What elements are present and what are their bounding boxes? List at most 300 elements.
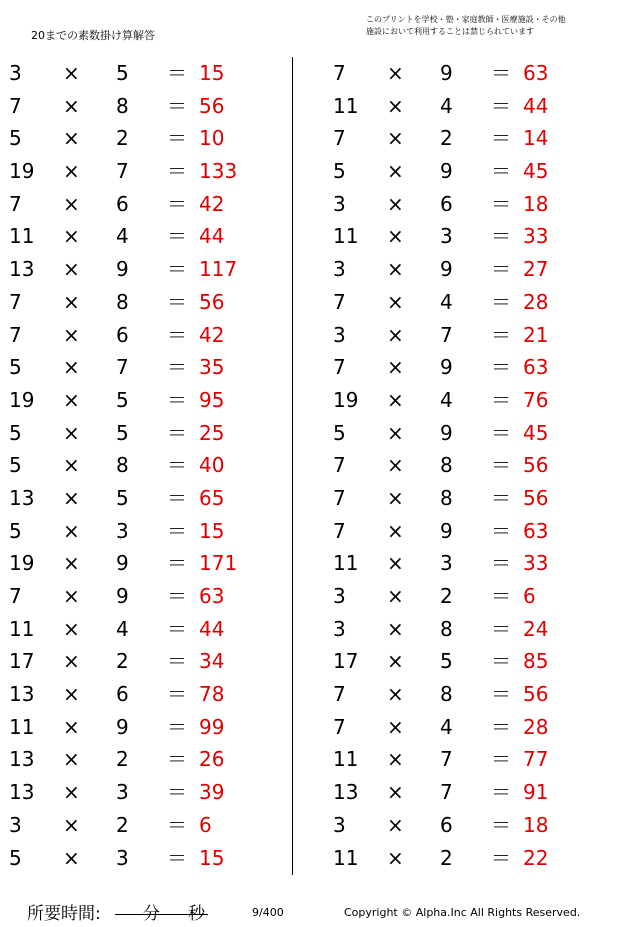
- answer: 14: [523, 126, 549, 151]
- answer: 39: [199, 780, 225, 805]
- equals-sign: ＝: [491, 649, 511, 674]
- second-factor: 8: [116, 289, 129, 314]
- second-factor: 9: [440, 159, 453, 184]
- equals-sign: ＝: [167, 551, 187, 576]
- equals-sign: ＝: [167, 485, 187, 510]
- times-sign: ×: [63, 224, 80, 249]
- problem-row: [324, 253, 624, 286]
- equals-sign: ＝: [491, 551, 511, 576]
- answer: 56: [523, 485, 549, 510]
- first-factor: 17: [333, 649, 359, 674]
- usage-notice-line1: このプリントを学校・塾・家庭教師・医療施設・その他: [366, 15, 566, 24]
- second-factor: 4: [440, 93, 453, 118]
- problem-row: [324, 613, 624, 646]
- times-sign: ×: [387, 780, 404, 805]
- times-sign: ×: [387, 224, 404, 249]
- first-factor: 7: [333, 289, 346, 314]
- times-sign: ×: [387, 387, 404, 412]
- times-sign: ×: [387, 551, 404, 576]
- problem-row: [324, 515, 624, 548]
- problem-row: [0, 417, 300, 450]
- times-sign: ×: [63, 649, 80, 674]
- problem-row: [324, 776, 624, 809]
- second-factor: 8: [440, 682, 453, 707]
- answer: 18: [523, 812, 549, 837]
- equals-sign: ＝: [491, 126, 511, 151]
- times-sign: ×: [63, 584, 80, 608]
- second-factor: 7: [440, 322, 453, 347]
- first-factor: 11: [9, 616, 35, 641]
- times-sign: ×: [63, 845, 80, 870]
- second-factor: 3: [116, 845, 129, 870]
- answer: 42: [199, 322, 225, 347]
- answer: 171: [199, 551, 238, 576]
- answer: 28: [523, 714, 549, 739]
- first-factor: 7: [9, 289, 22, 314]
- equals-sign: ＝: [167, 61, 187, 85]
- first-factor: 5: [9, 453, 22, 478]
- answer: 40: [199, 453, 225, 478]
- second-factor: 3: [116, 780, 129, 805]
- times-sign: ×: [63, 551, 80, 576]
- problem-row: [324, 417, 624, 450]
- times-sign: ×: [387, 93, 404, 118]
- copyright: Copyright © Alpha.Inc All Rights Reserved.: [344, 906, 581, 919]
- times-sign: ×: [387, 845, 404, 870]
- equals-sign: ＝: [167, 682, 187, 707]
- times-sign: ×: [63, 387, 80, 412]
- first-factor: 3: [333, 616, 346, 641]
- first-factor: 19: [9, 551, 35, 576]
- answer: 65: [199, 485, 225, 510]
- times-sign: ×: [63, 780, 80, 805]
- second-factor: 8: [116, 93, 129, 118]
- first-factor: 5: [9, 845, 22, 870]
- times-sign: ×: [63, 322, 80, 347]
- problem-row: [0, 253, 300, 286]
- times-sign: ×: [63, 126, 80, 151]
- first-factor: 5: [9, 420, 22, 445]
- second-factor: 2: [440, 584, 453, 608]
- first-factor: 3: [333, 584, 346, 608]
- usage-notice-line2: 施設において利用することは禁じられています: [366, 27, 534, 36]
- first-factor: 11: [333, 747, 359, 772]
- second-factor: 2: [116, 747, 129, 772]
- times-sign: ×: [387, 257, 404, 282]
- times-sign: ×: [387, 322, 404, 347]
- first-factor: 13: [333, 780, 359, 805]
- first-factor: 19: [9, 159, 35, 184]
- first-factor: 3: [333, 322, 346, 347]
- second-factor: 5: [116, 387, 129, 412]
- second-factor: 8: [440, 485, 453, 510]
- first-factor: 3: [333, 812, 346, 837]
- problem-row: [0, 711, 300, 744]
- problem-row: [0, 776, 300, 809]
- equals-sign: ＝: [167, 518, 187, 543]
- second-factor: 6: [440, 191, 453, 216]
- problem-row: [324, 319, 624, 352]
- second-factor: 2: [116, 126, 129, 151]
- second-factor: 6: [116, 191, 129, 216]
- equals-sign: ＝: [167, 453, 187, 478]
- equals-sign: ＝: [167, 126, 187, 151]
- second-factor: 8: [440, 616, 453, 641]
- second-factor: 2: [116, 812, 129, 837]
- answer: 6: [199, 812, 212, 837]
- equals-sign: ＝: [167, 420, 187, 445]
- equals-sign: ＝: [167, 387, 187, 412]
- first-factor: 7: [333, 682, 346, 707]
- times-sign: ×: [63, 616, 80, 641]
- problem-row: [0, 515, 300, 548]
- equals-sign: ＝: [167, 845, 187, 870]
- problem-row: [0, 809, 300, 842]
- first-factor: 7: [333, 485, 346, 510]
- times-sign: ×: [387, 453, 404, 478]
- equals-sign: ＝: [491, 845, 511, 870]
- answer: 99: [199, 714, 225, 739]
- second-factor: 9: [440, 420, 453, 445]
- answer: 63: [523, 61, 549, 85]
- problem-row: [0, 613, 300, 646]
- equals-sign: ＝: [491, 714, 511, 739]
- first-factor: 5: [9, 126, 22, 151]
- equals-sign: ＝: [491, 420, 511, 445]
- problem-row: [0, 90, 300, 123]
- times-sign: ×: [387, 159, 404, 184]
- first-factor: 17: [9, 649, 35, 674]
- problem-row: [324, 57, 624, 90]
- second-factor: 9: [440, 61, 453, 85]
- first-factor: 7: [333, 714, 346, 739]
- times-sign: ×: [63, 682, 80, 707]
- problem-row: [324, 351, 624, 384]
- problem-row: [0, 220, 300, 253]
- equals-sign: ＝: [167, 812, 187, 837]
- problem-row: [324, 580, 624, 613]
- first-factor: 7: [333, 355, 346, 380]
- answer: 15: [199, 61, 225, 85]
- minutes-label: 分: [143, 904, 160, 924]
- first-factor: 11: [333, 845, 359, 870]
- second-factor: 5: [440, 649, 453, 674]
- times-sign: ×: [63, 355, 80, 380]
- equals-sign: ＝: [491, 257, 511, 282]
- second-factor: 3: [440, 224, 453, 249]
- second-factor: 9: [116, 257, 129, 282]
- equals-sign: ＝: [491, 747, 511, 772]
- problem-row: [0, 842, 300, 875]
- problem-row: [324, 711, 624, 744]
- answer: 56: [523, 682, 549, 707]
- times-sign: ×: [387, 191, 404, 216]
- page-number: 9/400: [252, 906, 284, 919]
- second-factor: 2: [116, 649, 129, 674]
- second-factor: 2: [440, 126, 453, 151]
- answer: 85: [523, 649, 549, 674]
- problem-row: [0, 482, 300, 515]
- problem-row: [324, 678, 624, 711]
- equals-sign: ＝: [167, 159, 187, 184]
- answer: 35: [199, 355, 225, 380]
- problem-row: [0, 678, 300, 711]
- first-factor: 7: [333, 518, 346, 543]
- problem-row: [0, 547, 300, 580]
- second-factor: 6: [116, 682, 129, 707]
- second-factor: 5: [116, 420, 129, 445]
- second-factor: 4: [440, 289, 453, 314]
- times-sign: ×: [63, 420, 80, 445]
- answer: 95: [199, 387, 225, 412]
- equals-sign: ＝: [167, 224, 187, 249]
- equals-sign: ＝: [491, 616, 511, 641]
- problem-row: [0, 188, 300, 221]
- first-factor: 13: [9, 747, 35, 772]
- first-factor: 13: [9, 485, 35, 510]
- problem-row: [0, 286, 300, 319]
- times-sign: ×: [387, 420, 404, 445]
- second-factor: 5: [116, 485, 129, 510]
- first-factor: 3: [9, 61, 22, 85]
- second-factor: 4: [116, 224, 129, 249]
- answer: 27: [523, 257, 549, 282]
- equals-sign: ＝: [167, 257, 187, 282]
- answer: 44: [523, 93, 549, 118]
- first-factor: 7: [333, 126, 346, 151]
- equals-sign: ＝: [167, 322, 187, 347]
- equals-sign: ＝: [167, 93, 187, 118]
- first-factor: 11: [333, 93, 359, 118]
- answer: 18: [523, 191, 549, 216]
- times-sign: ×: [387, 714, 404, 739]
- equals-sign: ＝: [491, 61, 511, 85]
- equals-sign: ＝: [491, 584, 511, 608]
- equals-sign: ＝: [491, 93, 511, 118]
- answer: 10: [199, 126, 225, 151]
- answer: 33: [523, 551, 549, 576]
- first-factor: 13: [9, 780, 35, 805]
- second-factor: 8: [440, 453, 453, 478]
- first-factor: 5: [333, 159, 346, 184]
- equals-sign: ＝: [167, 780, 187, 805]
- first-factor: 3: [333, 257, 346, 282]
- second-factor: 7: [116, 159, 129, 184]
- column-divider: [292, 57, 293, 875]
- answer: 77: [523, 747, 549, 772]
- answer: 6: [523, 584, 536, 608]
- equals-sign: ＝: [491, 322, 511, 347]
- second-factor: 9: [116, 584, 129, 608]
- answer: 34: [199, 649, 225, 674]
- times-sign: ×: [63, 289, 80, 314]
- left-problem-column: [0, 57, 300, 874]
- times-sign: ×: [63, 93, 80, 118]
- second-factor: 9: [116, 551, 129, 576]
- first-factor: 11: [333, 551, 359, 576]
- answer: 33: [523, 224, 549, 249]
- equals-sign: ＝: [167, 191, 187, 216]
- equals-sign: ＝: [167, 289, 187, 314]
- problem-row: [324, 286, 624, 319]
- problem-row: [324, 122, 624, 155]
- right-problem-column: [324, 57, 624, 874]
- times-sign: ×: [63, 812, 80, 837]
- problem-row: [0, 580, 300, 613]
- first-factor: 5: [9, 355, 22, 380]
- answer: 45: [523, 420, 549, 445]
- first-factor: 7: [333, 61, 346, 85]
- problem-row: [0, 645, 300, 678]
- times-sign: ×: [387, 61, 404, 85]
- first-factor: 7: [9, 322, 22, 347]
- problem-row: [324, 743, 624, 776]
- problem-row: [0, 122, 300, 155]
- equals-sign: ＝: [491, 812, 511, 837]
- answer: 15: [199, 518, 225, 543]
- first-factor: 11: [9, 224, 35, 249]
- equals-sign: ＝: [167, 649, 187, 674]
- times-sign: ×: [387, 485, 404, 510]
- answer: 117: [199, 257, 238, 282]
- answer: 24: [523, 616, 549, 641]
- times-sign: ×: [387, 126, 404, 151]
- equals-sign: ＝: [167, 714, 187, 739]
- equals-sign: ＝: [491, 387, 511, 412]
- first-factor: 7: [9, 93, 22, 118]
- first-factor: 7: [333, 453, 346, 478]
- second-factor: 9: [116, 714, 129, 739]
- times-sign: ×: [387, 812, 404, 837]
- first-factor: 3: [333, 191, 346, 216]
- problem-row: [324, 842, 624, 875]
- problem-row: [0, 57, 300, 90]
- problem-row: [324, 384, 624, 417]
- problem-row: [324, 645, 624, 678]
- equals-sign: ＝: [491, 159, 511, 184]
- problem-row: [0, 351, 300, 384]
- first-factor: 5: [333, 420, 346, 445]
- problem-row: [324, 90, 624, 123]
- second-factor: 6: [440, 812, 453, 837]
- second-factor: 5: [116, 61, 129, 85]
- second-factor: 9: [440, 518, 453, 543]
- times-sign: ×: [63, 61, 80, 85]
- first-factor: 11: [333, 224, 359, 249]
- second-factor: 3: [116, 518, 129, 543]
- answer: 56: [199, 93, 225, 118]
- times-sign: ×: [63, 714, 80, 739]
- first-factor: 7: [9, 191, 22, 216]
- first-factor: 7: [9, 584, 22, 608]
- first-factor: 19: [9, 387, 35, 412]
- answer: 56: [523, 453, 549, 478]
- answer: 45: [523, 159, 549, 184]
- time-required-label: 所要時間:: [27, 904, 101, 924]
- times-sign: ×: [387, 289, 404, 314]
- second-factor: 7: [440, 747, 453, 772]
- second-factor: 4: [440, 387, 453, 412]
- equals-sign: ＝: [491, 453, 511, 478]
- equals-sign: ＝: [167, 355, 187, 380]
- usage-notice: [366, 14, 566, 38]
- times-sign: ×: [63, 747, 80, 772]
- second-factor: 2: [440, 845, 453, 870]
- first-factor: 13: [9, 682, 35, 707]
- times-sign: ×: [63, 518, 80, 543]
- problem-row: [324, 155, 624, 188]
- answer: 26: [199, 747, 225, 772]
- problem-row: [324, 188, 624, 221]
- equals-sign: ＝: [491, 355, 511, 380]
- answer: 44: [199, 224, 225, 249]
- answer: 28: [523, 289, 549, 314]
- problem-row: [0, 155, 300, 188]
- times-sign: ×: [387, 747, 404, 772]
- equals-sign: ＝: [491, 224, 511, 249]
- times-sign: ×: [387, 584, 404, 608]
- second-factor: 9: [440, 355, 453, 380]
- worksheet-title: 20までの素数掛け算解答: [31, 29, 155, 42]
- equals-sign: ＝: [167, 584, 187, 608]
- first-factor: 11: [9, 714, 35, 739]
- equals-sign: ＝: [491, 191, 511, 216]
- first-factor: 5: [9, 518, 22, 543]
- problem-row: [324, 482, 624, 515]
- second-factor: 9: [440, 257, 453, 282]
- times-sign: ×: [387, 518, 404, 543]
- answer: 63: [523, 355, 549, 380]
- answer: 63: [199, 584, 225, 608]
- equals-sign: ＝: [491, 518, 511, 543]
- times-sign: ×: [387, 355, 404, 380]
- problem-row: [0, 743, 300, 776]
- answer: 63: [523, 518, 549, 543]
- second-factor: 7: [116, 355, 129, 380]
- first-factor: 13: [9, 257, 35, 282]
- answer: 42: [199, 191, 225, 216]
- problem-row: [0, 384, 300, 417]
- answer: 22: [523, 845, 549, 870]
- times-sign: ×: [63, 485, 80, 510]
- times-sign: ×: [63, 191, 80, 216]
- answer: 44: [199, 616, 225, 641]
- answer: 78: [199, 682, 225, 707]
- answer: 76: [523, 387, 549, 412]
- problem-row: [324, 449, 624, 482]
- equals-sign: ＝: [491, 485, 511, 510]
- answer: 15: [199, 845, 225, 870]
- problem-row: [324, 809, 624, 842]
- problem-row: [0, 449, 300, 482]
- equals-sign: ＝: [491, 289, 511, 314]
- answer: 91: [523, 780, 549, 805]
- second-factor: 4: [116, 616, 129, 641]
- equals-sign: ＝: [491, 682, 511, 707]
- second-factor: 8: [116, 453, 129, 478]
- times-sign: ×: [387, 682, 404, 707]
- second-factor: 4: [440, 714, 453, 739]
- second-factor: 3: [440, 551, 453, 576]
- first-factor: 19: [333, 387, 359, 412]
- answer: 25: [199, 420, 225, 445]
- times-sign: ×: [63, 453, 80, 478]
- problem-row: [0, 319, 300, 352]
- equals-sign: ＝: [167, 747, 187, 772]
- times-sign: ×: [63, 159, 80, 184]
- second-factor: 6: [116, 322, 129, 347]
- answer: 56: [199, 289, 225, 314]
